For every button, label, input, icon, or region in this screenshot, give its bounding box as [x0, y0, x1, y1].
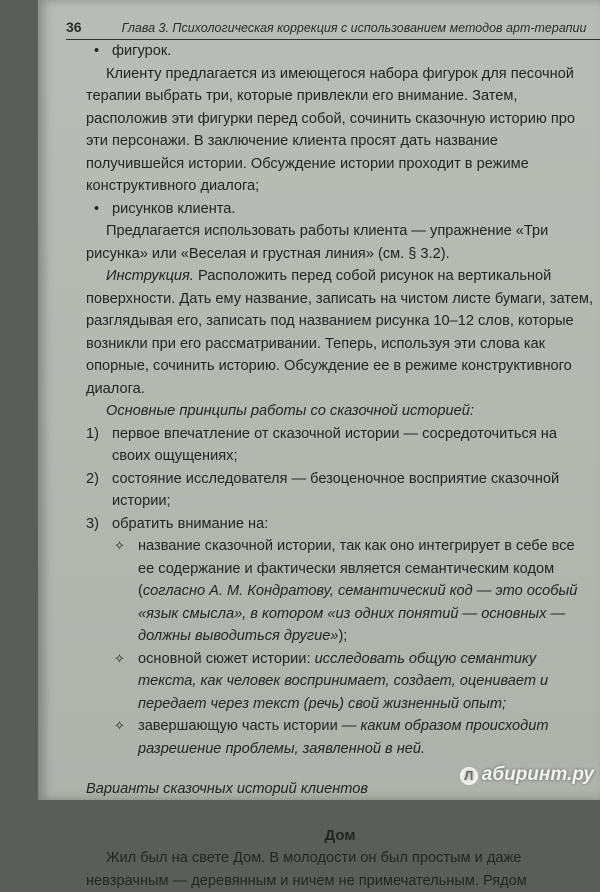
bullet-text: рисунков клиента.	[112, 200, 236, 217]
labirint-logo-icon: Л	[460, 767, 478, 785]
diamond-text: название сказочной истории, так как оно интегрирует в себе все ее содержание и фактически является семантическим кодом (	[138, 538, 575, 599]
story-title: Дом	[324, 826, 356, 844]
number-marker: 3)	[86, 515, 99, 532]
diamond-italic: каким образом происходит разрешение проблемы, заявленной в ней.	[138, 718, 549, 757]
principles-heading: Основные принципы работы со сказочной историей:	[106, 403, 474, 419]
paragraph-instruction	[86, 265, 594, 400]
number-marker: 2)	[86, 470, 99, 487]
story-paragraph: Жил был на свете Дом. В молодости он был простым и даже невзрачным — деревянным и ничем не примечательным. Рядом	[86, 850, 527, 889]
watermark-text: абиринт.ру	[481, 764, 594, 785]
page-header	[66, 6, 600, 40]
bullet-item-figures	[86, 40, 594, 63]
diamond-italic: согласно А. М. Кондратову, семантический код — это особый «язык смысла», в котором «из одних понятий — основных — должны выводиться другие»	[138, 583, 578, 644]
diamond-icon: ✧	[114, 718, 125, 733]
running-head: Глава 3. Психологическая коррекция с использованием методов арт-терапии	[121, 21, 587, 35]
paragraph-client-works: Предлагается использовать работы клиента — упражнение «Три рисунка» или «Веселая и грустная линия» (см. § 3.2).	[86, 223, 549, 262]
numbered-text: состояние исследователя — безоценочное восприятие сказочной истории;	[112, 470, 560, 509]
numbered-item-3	[86, 513, 594, 536]
labirint-watermark	[460, 764, 594, 786]
diamond-item-plot	[86, 648, 594, 716]
bullet-marker: •	[94, 43, 100, 59]
instruction-text: Расположить перед собой рисунок на вертикальной поверхности. Дать ему название, записать на чистом листе бумаги, затем, разглядывая его, записать под названием рисунка 10–12 слов, которые возникли при его рассматривании. Теперь, используя эти слова как опорные, сочинить историю. Обсуждение ее в режиме конструктивного диалога.	[86, 268, 593, 397]
diamond-text: основной сюжет истории:	[138, 650, 315, 667]
diamond-item-ending	[86, 715, 594, 760]
book-page	[38, 0, 600, 889]
diamond-icon: ✧	[114, 650, 125, 666]
diamond-italic: исследовать общую семантику текста, как человек воспринимает, создает, оценивает и передает через текст (речь) свой жизненный опыт;	[138, 650, 549, 712]
bullet-marker: •	[94, 200, 100, 217]
numbered-item-2	[86, 468, 594, 513]
numbered-text: первое впечатление от сказочной истории — сосредоточиться на своих ощущениях;	[112, 425, 557, 464]
paragraph-sand-figures: Клиенту предлагается из имеющегося набора фигурок для песочной терапии выбрать три, которые привлекли его внимание. Затем, расположив эти фигурки перед собой, сочинить сказочную историю про эти персонажи. В заключение клиента просят дать название получившейся истории. Обсуждение истории проходит в режиме конструктивного диалога;	[86, 65, 576, 194]
numbered-text: обратить внимание на:	[112, 515, 269, 532]
number-marker: 1)	[86, 425, 99, 442]
numbered-item-1	[86, 423, 594, 468]
bullet-text: фигурок.	[112, 43, 172, 59]
page-number: 36	[66, 19, 82, 35]
variants-heading: Варианты сказочных историй клиентов	[86, 781, 368, 797]
diamond-item-title	[86, 535, 594, 648]
bullet-item-drawings	[86, 198, 594, 221]
diamond-icon: ✧	[114, 538, 125, 553]
instruction-label: Инструкция.	[106, 268, 194, 284]
diamond-text-end: );	[338, 628, 348, 644]
diamond-text: завершающую часть истории —	[138, 718, 361, 734]
